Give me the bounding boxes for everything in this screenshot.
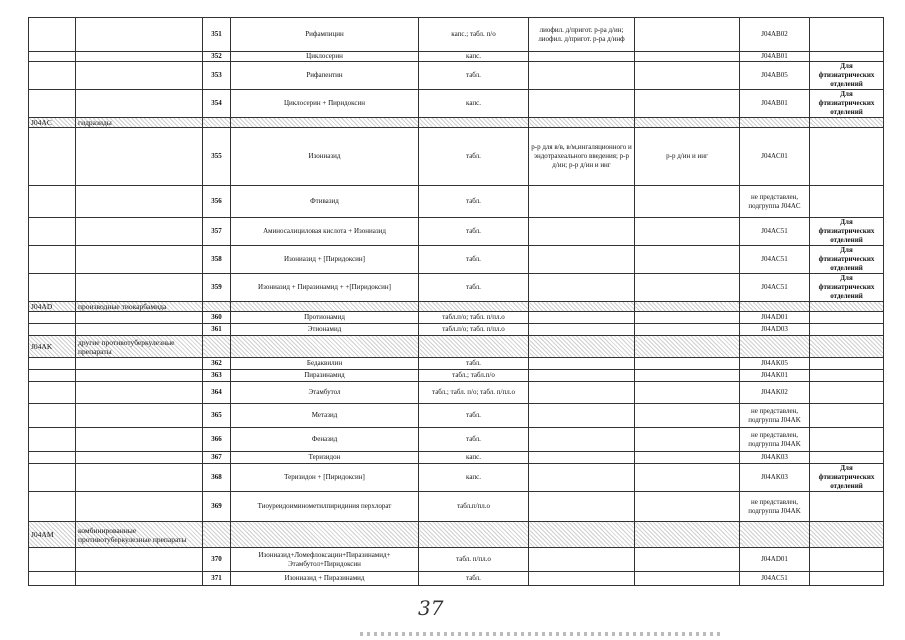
note (810, 128, 884, 186)
blank-code-cell (29, 218, 76, 246)
blank-code-cell (29, 246, 76, 274)
dosage-form: капс.; табл. п/о (419, 18, 529, 52)
blank-group-cell (76, 404, 203, 428)
group-row (29, 336, 884, 358)
inhalation-form (635, 492, 740, 522)
atc-code: J04AD03 (740, 324, 810, 336)
empty-cell (810, 522, 884, 548)
note (810, 572, 884, 586)
dosage-form: табл. (419, 246, 529, 274)
dosage-form: табл. (419, 428, 529, 452)
atc-code: J04AK05 (740, 358, 810, 370)
dosage-form: табл.п/о; табл. п/пл.о (419, 312, 529, 324)
blank-group-cell (76, 464, 203, 492)
drug-name: Циклосерин (231, 52, 419, 62)
note (810, 312, 884, 324)
dosage-form: табл. (419, 128, 529, 186)
note (810, 52, 884, 62)
inhalation-form (635, 452, 740, 464)
row-number: 369 (203, 492, 231, 522)
inhalation-form (635, 464, 740, 492)
empty-cell (635, 522, 740, 548)
scan-artifact (360, 632, 720, 636)
injection-form (529, 404, 635, 428)
drug-name: Аминосалициловая кислота + Изониазид (231, 218, 419, 246)
note: Для фтизиатрических отделений (810, 464, 884, 492)
note (810, 452, 884, 464)
group-row (29, 118, 884, 128)
note (810, 404, 884, 428)
empty-cell (231, 522, 419, 548)
atc-code: J04AK03 (740, 452, 810, 464)
table-row (29, 572, 884, 586)
row-number: 356 (203, 186, 231, 218)
row-number: 371 (203, 572, 231, 586)
empty-cell (203, 302, 231, 312)
blank-group-cell (76, 382, 203, 404)
table-row (29, 90, 884, 118)
empty-cell (231, 336, 419, 358)
table-row (29, 246, 884, 274)
atc-code: J04AD01 (740, 548, 810, 572)
dosage-form: табл. (419, 572, 529, 586)
blank-code-cell (29, 464, 76, 492)
note: Для фтизиатрических отделений (810, 218, 884, 246)
dosage-form: капс. (419, 90, 529, 118)
dosage-form: табл.; табл.п/о (419, 370, 529, 382)
note (810, 382, 884, 404)
blank-group-cell (76, 358, 203, 370)
table-row (29, 404, 884, 428)
table-row (29, 548, 884, 572)
injection-form (529, 218, 635, 246)
empty-cell (740, 302, 810, 312)
injection-form: р-р для в/в, в/м,ингаляционного и эндотрахеального введения; р-р д/ин; р-р д/ин и инг (529, 128, 635, 186)
drug-name: Циклосерин + Пиридоксин (231, 90, 419, 118)
empty-cell (419, 118, 529, 128)
row-number: 367 (203, 452, 231, 464)
group-title: производные тиокарбамида (76, 302, 203, 312)
group-code: J04AD (29, 302, 76, 312)
blank-code-cell (29, 428, 76, 452)
blank-code-cell (29, 358, 76, 370)
blank-code-cell (29, 186, 76, 218)
blank-code-cell (29, 62, 76, 90)
blank-group-cell (76, 274, 203, 302)
drug-name: Протионамид (231, 312, 419, 324)
blank-code-cell (29, 548, 76, 572)
drug-name: Феназид (231, 428, 419, 452)
drug-name: Изониазид + [Пиридоксин] (231, 246, 419, 274)
atc-code: J04AB01 (740, 90, 810, 118)
injection-form (529, 464, 635, 492)
table-row (29, 358, 884, 370)
table-row (29, 128, 884, 186)
injection-form (529, 548, 635, 572)
inhalation-form (635, 428, 740, 452)
dosage-form: капс. (419, 464, 529, 492)
blank-code-cell (29, 18, 76, 52)
atc-code: J04AC51 (740, 246, 810, 274)
table-row (29, 428, 884, 452)
drug-name: Теризидон + [Пиридоксин] (231, 464, 419, 492)
drug-name: Изониазид+Ломефлоксацин+Пиразинамид+ Этамбутол+Пиридоксин (231, 548, 419, 572)
injection-form (529, 324, 635, 336)
inhalation-form (635, 246, 740, 274)
atc-code: не представлен, подгруппа J04AC (740, 186, 810, 218)
inhalation-form (635, 404, 740, 428)
dosage-form: табл. п/пл.о (419, 548, 529, 572)
note (810, 492, 884, 522)
atc-code: не представлен, подгруппа J04AK (740, 428, 810, 452)
blank-group-cell (76, 52, 203, 62)
inhalation-form (635, 62, 740, 90)
empty-cell (203, 522, 231, 548)
atc-code: не представлен, подгруппа J04AK (740, 492, 810, 522)
blank-group-cell (76, 370, 203, 382)
table-row (29, 492, 884, 522)
row-number: 368 (203, 464, 231, 492)
atc-code: J04AB02 (740, 18, 810, 52)
inhalation-form (635, 90, 740, 118)
blank-code-cell (29, 52, 76, 62)
dosage-form: табл. (419, 404, 529, 428)
blank-group-cell (76, 492, 203, 522)
note: Для фтизиатрических отделений (810, 62, 884, 90)
empty-cell (635, 336, 740, 358)
atc-code: J04AK01 (740, 370, 810, 382)
empty-cell (635, 302, 740, 312)
empty-cell (740, 118, 810, 128)
blank-group-cell (76, 246, 203, 274)
dosage-form: табл. (419, 358, 529, 370)
row-number: 357 (203, 218, 231, 246)
atc-code: J04AK02 (740, 382, 810, 404)
note (810, 186, 884, 218)
blank-code-cell (29, 382, 76, 404)
note (810, 324, 884, 336)
empty-cell (419, 336, 529, 358)
blank-code-cell (29, 312, 76, 324)
inhalation-form (635, 186, 740, 218)
dosage-form: табл. (419, 274, 529, 302)
empty-cell (810, 302, 884, 312)
blank-group-cell (76, 18, 203, 52)
inhalation-form (635, 18, 740, 52)
drug-table (28, 17, 884, 586)
row-number: 361 (203, 324, 231, 336)
injection-form (529, 428, 635, 452)
blank-code-cell (29, 90, 76, 118)
drug-name: Рифампицин (231, 18, 419, 52)
row-number: 363 (203, 370, 231, 382)
empty-cell (529, 522, 635, 548)
drug-name: Метазид (231, 404, 419, 428)
injection-form (529, 52, 635, 62)
injection-form (529, 186, 635, 218)
blank-code-cell (29, 572, 76, 586)
group-code: J04AK (29, 336, 76, 358)
drug-name: Тиоуреидоиминометилпиридиния перхлорат (231, 492, 419, 522)
dosage-form: капс. (419, 452, 529, 464)
row-number: 364 (203, 382, 231, 404)
blank-group-cell (76, 128, 203, 186)
row-number: 370 (203, 548, 231, 572)
note: Для фтизиатрических отделений (810, 274, 884, 302)
inhalation-form (635, 218, 740, 246)
dosage-form: капс. (419, 52, 529, 62)
injection-form (529, 62, 635, 90)
group-title: гидразиды (76, 118, 203, 128)
row-number: 360 (203, 312, 231, 324)
empty-cell (203, 336, 231, 358)
blank-code-cell (29, 274, 76, 302)
empty-cell (529, 336, 635, 358)
injection-form: лиофил. д/пригот. р-ра д/ин; лиофил. д/пригот. р-ра д/инф (529, 18, 635, 52)
group-row (29, 522, 884, 548)
row-number: 359 (203, 274, 231, 302)
atc-code: J04AC51 (740, 274, 810, 302)
blank-group-cell (76, 548, 203, 572)
table-row (29, 324, 884, 336)
row-number: 358 (203, 246, 231, 274)
blank-code-cell (29, 324, 76, 336)
injection-form (529, 246, 635, 274)
table-row (29, 62, 884, 90)
note: Для фтизиатрических отделений (810, 246, 884, 274)
drug-name: Изониазид + Пиразинамид + +[Пиридоксин] (231, 274, 419, 302)
empty-cell (419, 522, 529, 548)
dosage-form: табл.; табл. п/о; табл. п/пл.о (419, 382, 529, 404)
table-row (29, 218, 884, 246)
atc-code: J04AK03 (740, 464, 810, 492)
row-number: 365 (203, 404, 231, 428)
empty-cell (635, 118, 740, 128)
row-number: 355 (203, 128, 231, 186)
empty-cell (419, 302, 529, 312)
dosage-form: табл.п/пл.о (419, 492, 529, 522)
note (810, 548, 884, 572)
inhalation-form (635, 382, 740, 404)
row-number: 351 (203, 18, 231, 52)
empty-cell (529, 118, 635, 128)
dosage-form: табл. (419, 62, 529, 90)
empty-cell (740, 336, 810, 358)
blank-group-cell (76, 90, 203, 118)
empty-cell (810, 336, 884, 358)
dosage-form: табл.п/о; табл. п/пл.о (419, 324, 529, 336)
blank-group-cell (76, 186, 203, 218)
group-row (29, 302, 884, 312)
injection-form (529, 312, 635, 324)
empty-cell (529, 302, 635, 312)
drug-name: Фтивазид (231, 186, 419, 218)
dosage-form: табл. (419, 186, 529, 218)
injection-form (529, 452, 635, 464)
row-number: 353 (203, 62, 231, 90)
group-code: J04AC (29, 118, 76, 128)
drug-name: Теризидон (231, 452, 419, 464)
drug-name: Рифапентин (231, 62, 419, 90)
row-number: 352 (203, 52, 231, 62)
table-row (29, 52, 884, 62)
blank-group-cell (76, 572, 203, 586)
atc-code: J04AD01 (740, 312, 810, 324)
page-number: 37 (418, 596, 444, 620)
injection-form (529, 370, 635, 382)
table-row (29, 452, 884, 464)
row-number: 354 (203, 90, 231, 118)
injection-form (529, 274, 635, 302)
drug-name: Изониазид + Пиразинамид (231, 572, 419, 586)
table-row (29, 274, 884, 302)
blank-code-cell (29, 492, 76, 522)
group-code: J04AM (29, 522, 76, 548)
atc-code: J04AC51 (740, 218, 810, 246)
atc-code: не представлен, подгруппа J04AK (740, 404, 810, 428)
atc-code: J04AC51 (740, 572, 810, 586)
note (810, 358, 884, 370)
inhalation-form (635, 572, 740, 586)
table-row (29, 312, 884, 324)
note (810, 428, 884, 452)
atc-code: J04AB01 (740, 52, 810, 62)
empty-cell (740, 522, 810, 548)
inhalation-form (635, 274, 740, 302)
drug-name: Этамбутол (231, 382, 419, 404)
blank-code-cell (29, 404, 76, 428)
inhalation-form: р-р д/ин и инг (635, 128, 740, 186)
blank-group-cell (76, 218, 203, 246)
injection-form (529, 492, 635, 522)
inhalation-form (635, 548, 740, 572)
inhalation-form (635, 324, 740, 336)
injection-form (529, 90, 635, 118)
table-row (29, 382, 884, 404)
note: Для фтизиатрических отделений (810, 90, 884, 118)
empty-cell (231, 118, 419, 128)
blank-group-cell (76, 324, 203, 336)
note (810, 18, 884, 52)
blank-group-cell (76, 452, 203, 464)
injection-form (529, 358, 635, 370)
table-row (29, 370, 884, 382)
drug-name: Этионамид (231, 324, 419, 336)
blank-group-cell (76, 428, 203, 452)
row-number: 362 (203, 358, 231, 370)
inhalation-form (635, 52, 740, 62)
group-title: другие противотуберкулезные препараты (76, 336, 203, 358)
blank-group-cell (76, 312, 203, 324)
group-title: комбинированные противотуберкулезные препараты (76, 522, 203, 548)
row-number: 366 (203, 428, 231, 452)
inhalation-form (635, 370, 740, 382)
drug-name: Бедаквилин (231, 358, 419, 370)
table-row (29, 464, 884, 492)
blank-group-cell (76, 62, 203, 90)
drug-name: Изониазид (231, 128, 419, 186)
empty-cell (231, 302, 419, 312)
atc-code: J04AC01 (740, 128, 810, 186)
empty-cell (203, 118, 231, 128)
inhalation-form (635, 358, 740, 370)
blank-code-cell (29, 452, 76, 464)
injection-form (529, 382, 635, 404)
table-row (29, 18, 884, 52)
blank-code-cell (29, 370, 76, 382)
drug-name: Пиразинамид (231, 370, 419, 382)
table-row (29, 186, 884, 218)
inhalation-form (635, 312, 740, 324)
atc-code: J04AB05 (740, 62, 810, 90)
dosage-form: табл. (419, 218, 529, 246)
blank-code-cell (29, 128, 76, 186)
injection-form (529, 572, 635, 586)
note (810, 370, 884, 382)
empty-cell (810, 118, 884, 128)
